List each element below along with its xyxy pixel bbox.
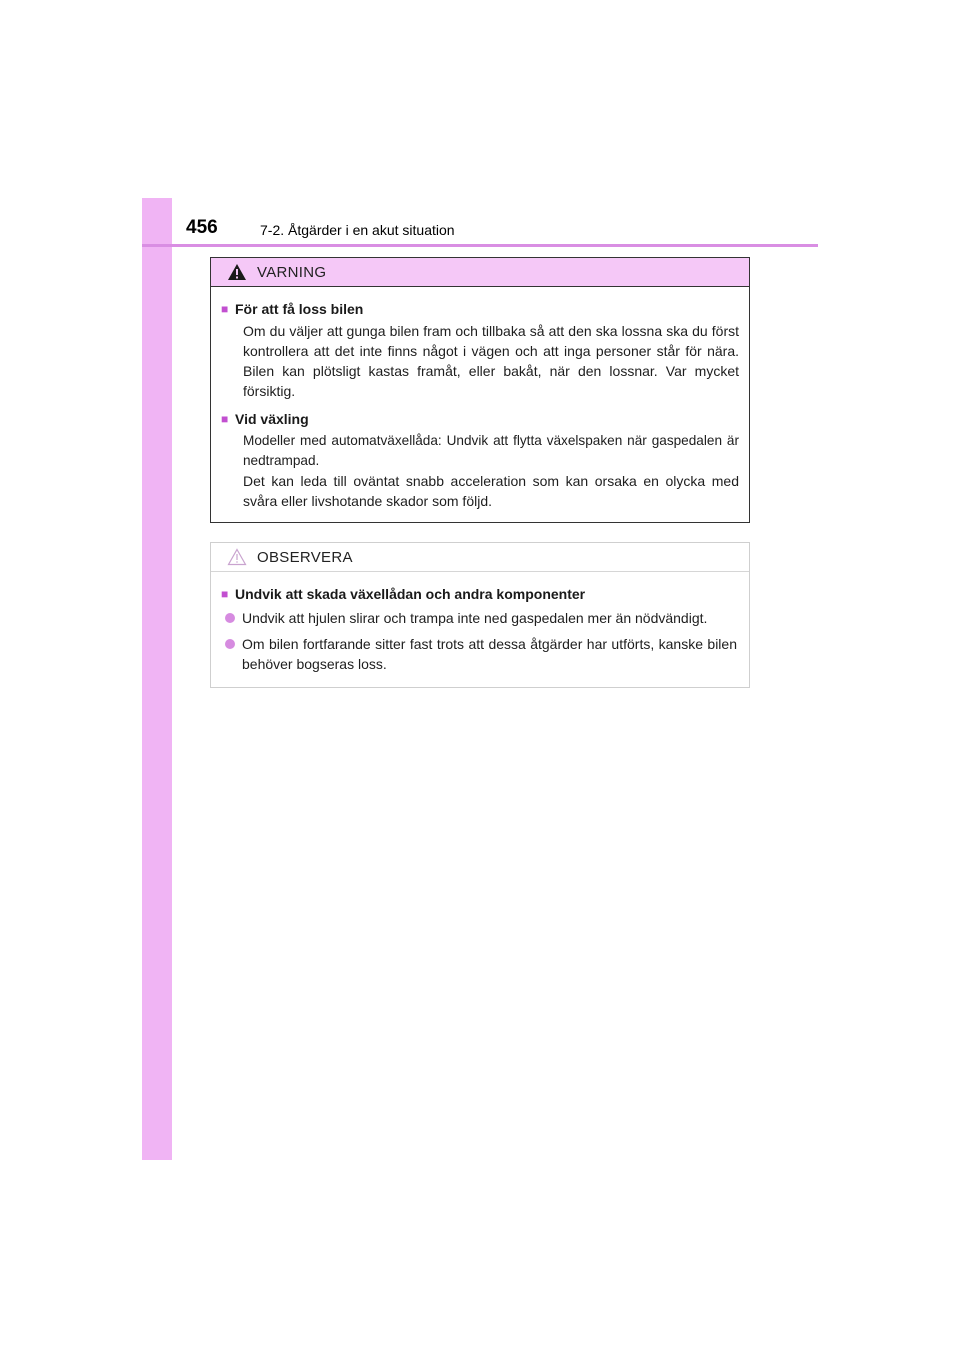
warning-paragraph: Det kan leda till oväntat snabb acceleration som kan orsaka en olycka med svåra eller livshotande skador som följd.	[243, 473, 739, 509]
warning-box	[210, 257, 750, 523]
warning-content	[211, 287, 749, 511]
side-tab-bar	[142, 198, 172, 1160]
notice-bullet	[221, 608, 739, 628]
warning-paragraph: Om du väljer att gunga bilen fram och tillbaka så att den ska lossna ska du först kontrollera att det inte finns något i vägen och att inga personer står för nära. Bilen kan plötsligt kastas framåt, eller bakåt, när den lossnar. Var mycket försiktig.	[243, 323, 739, 399]
notice-title: OBSERVERA	[257, 549, 353, 566]
warning-title: VARNING	[257, 264, 327, 281]
page-header	[142, 210, 818, 246]
warning-item-heading	[221, 299, 739, 319]
heading-text: Undvik att skada växellådan och andra komponenter	[235, 586, 586, 602]
warning-item-heading	[221, 409, 739, 429]
bullet-text: Undvik att hjulen slirar och trampa inte ned gaspedalen mer än nödvändigt.	[242, 610, 708, 626]
header-rule	[142, 244, 818, 247]
round-bullet-icon	[225, 613, 235, 623]
warning-paragraph: Modeller med automatväxellåda: Undvik att flytta växelspaken när gaspedalen är nedtrampad.	[243, 433, 739, 468]
warning-header	[211, 258, 749, 287]
caution-triangle-outline-icon	[227, 548, 247, 566]
section-title: 7-2. Åtgärder i en akut situation	[260, 222, 455, 238]
notice-heading	[221, 584, 739, 604]
bullet-text: Om bilen fortfarande sitter fast trots att dessa åtgärder har utförts, kanske bilen behöver bogseras loss.	[242, 636, 737, 672]
notice-box	[210, 542, 750, 688]
heading-text: För att få loss bilen	[235, 301, 364, 317]
notice-header	[211, 543, 749, 572]
notice-content	[211, 572, 749, 674]
notice-bullet	[221, 634, 739, 674]
square-bullet-icon: ■	[221, 412, 229, 426]
heading-text: Vid växling	[235, 411, 309, 427]
page-number: 456	[186, 217, 218, 238]
warning-triangle-icon	[227, 263, 247, 281]
square-bullet-icon: ■	[221, 302, 229, 316]
round-bullet-icon	[225, 639, 235, 649]
square-bullet-icon: ■	[221, 587, 229, 601]
